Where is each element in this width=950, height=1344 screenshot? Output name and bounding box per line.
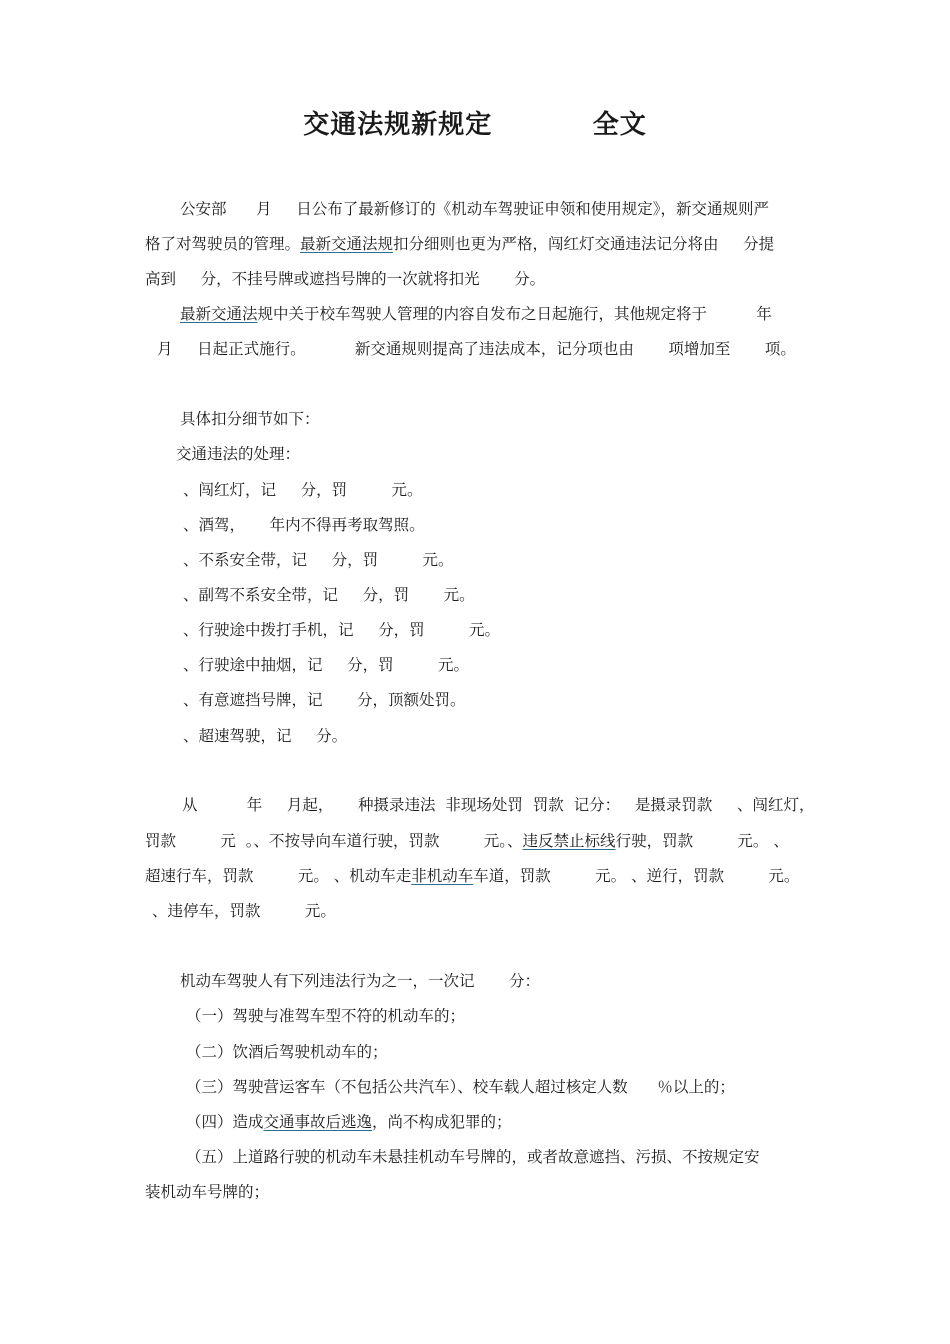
list-item: （一）驾驶与准驾车型不符的机动车的； xyxy=(186,1007,466,1025)
para3-line3-text: 超速行车，罚款 元。 、机动车走 xyxy=(145,867,412,885)
para1-line1: 公安部 月 日公布了最新修订的《机动车驾驶证申领和使用规定》，新交通规则严 xyxy=(180,200,769,218)
para4-heading: 机动车驾驶人有下列违法行为之一，一次记 分： xyxy=(180,972,540,990)
page-title: 交通法规新规定 全文 xyxy=(303,110,647,140)
list-item: （五）上道路行驶的机动车未悬挂机动车号牌的，或者故意遮挡、污损、不按规定安 xyxy=(186,1148,760,1166)
hit-and-run-link[interactable]: 交通事故后逃逸 xyxy=(263,1113,373,1131)
list-item: 、闯红灯，记 分，罚 元。 xyxy=(183,481,423,499)
para2-line1 xyxy=(180,304,772,324)
list-item: 、超速驾驶，记 分。 xyxy=(183,727,348,745)
para1-line2-rest: 扣分细则也更为严格，闯红灯交通违法记分将由 分提 xyxy=(393,235,775,253)
list-item xyxy=(186,1112,512,1132)
para3-line2 xyxy=(145,831,789,851)
list-item: 、有意遮挡号牌，记 分，顶额处罚。 xyxy=(183,691,466,709)
list-item: 、副驾不系安全带，记 分，罚 元。 xyxy=(183,586,475,604)
list-item: 、行驶途中抽烟，记 分，罚 元。 xyxy=(183,656,469,674)
details-heading: 具体扣分细节如下： xyxy=(180,410,320,428)
latest-traffic-law-link[interactable]: 最新交通法规 xyxy=(300,235,394,253)
para4-item4-text: （四）造成 xyxy=(186,1113,264,1131)
para3-line3-rest: 车道，罚款 元。 、逆行，罚款 元。 xyxy=(473,867,800,885)
no-crossing-line-link[interactable]: 违反禁止标线 xyxy=(522,832,616,850)
para1-line3: 高到 分，不挂号牌或遮挡号牌的一次就将扣光 分。 xyxy=(145,270,546,288)
list-item: （二）饮酒后驾驶机动车的； xyxy=(186,1043,388,1061)
para3-line3 xyxy=(145,866,799,886)
list-item: 、行驶途中拨打手机，记 分，罚 元。 xyxy=(183,621,500,639)
para3-line1: 从 年 月起， 种摄录违法 非现场处罚 罚款 记分： 是摄录罚款 、闯红灯， xyxy=(182,796,815,814)
para1-line2 xyxy=(145,234,774,254)
list-item: （三）驾驶营运客车（不包括公共汽车）、校车载人超过核定人数 ％以上的； xyxy=(186,1078,735,1096)
para3-line2-text: 罚款 元 。、不按导向车道行驶，罚款 元。、 xyxy=(145,832,523,850)
details-subheading: 交通违法的处理： xyxy=(176,445,301,463)
list-item: 、酒驾， 年内不得再考取驾照。 xyxy=(183,516,425,534)
non-motor-vehicle-link[interactable]: 非机动车 xyxy=(411,867,474,885)
para1-line2-text: 格了对驾驶员的管理。 xyxy=(145,235,301,253)
para2-line1-rest: 规中关于校车驾驶人管理的内容自发布之日起施行，其他规定将于 年 xyxy=(257,305,772,323)
list-item-continuation: 装机动车号牌的； xyxy=(145,1183,270,1201)
latest-traffic-law-link-2[interactable]: 最新交通法 xyxy=(180,305,258,323)
para3-line2-rest: 行驶，罚款 元。 、 xyxy=(615,832,789,850)
para4-item4-rest: ，尚不构成犯罪的； xyxy=(372,1113,512,1131)
para3-line4: 、违停车，罚款 元。 xyxy=(152,902,336,920)
para2-line2: 月 日起正式施行。 新交通规则提高了违法成本，记分项也由 项增加至 项。 xyxy=(157,340,796,358)
list-item: 、不系安全带，记 分，罚 元。 xyxy=(183,551,454,569)
